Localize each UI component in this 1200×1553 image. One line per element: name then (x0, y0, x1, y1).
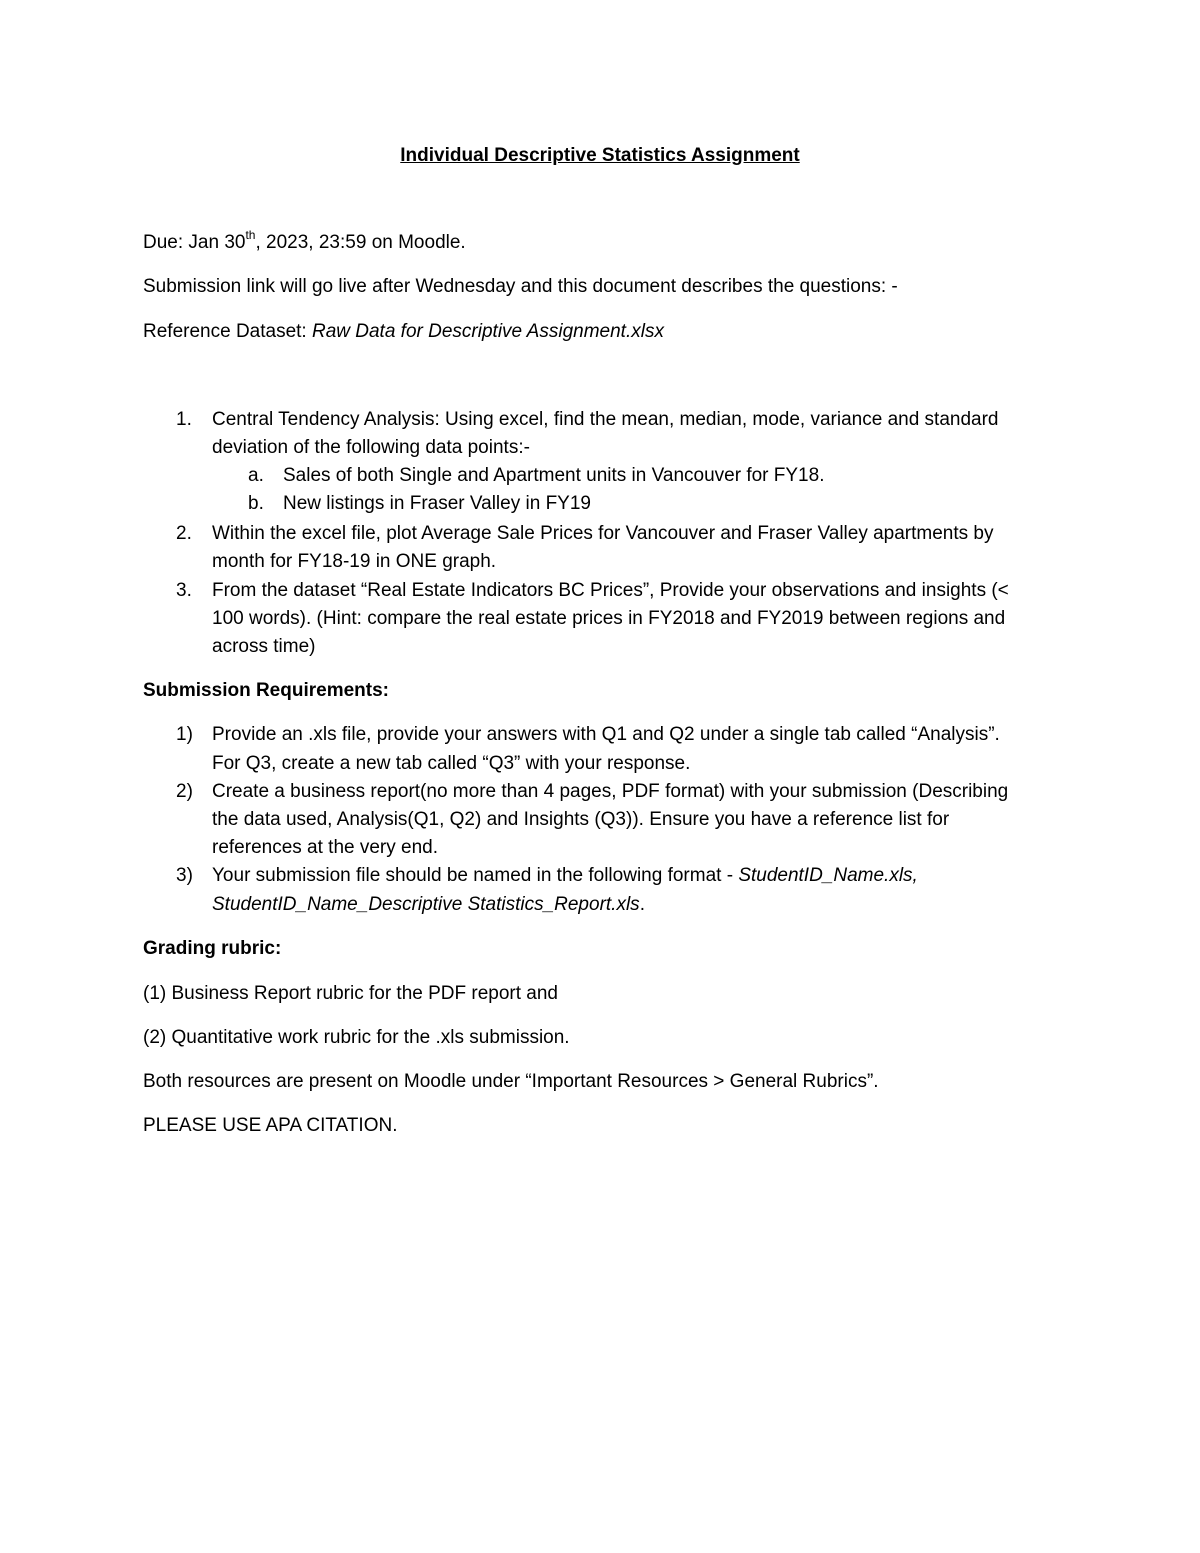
q2-line1: Within the excel file, plot Average Sale Prices for Vancouver and Fraser Valley apartments by (212, 523, 994, 544)
reference-dataset (143, 318, 664, 346)
grading-item-1: (1) Business Report rubric for the PDF report and (143, 983, 559, 1004)
due-suffix: , 2023, 23:59 on Moodle. (255, 232, 466, 253)
q1-line1: Central Tendency Analysis: Using excel, find the mean, median, mode, variance and standard (212, 409, 999, 430)
grading-heading: Grading rubric: (143, 938, 282, 959)
r3-line2 (212, 891, 645, 919)
q1-line2: deviation of the following data points:- (212, 437, 530, 458)
submission-note: Submission link will go live after Wednesday and this document describes the questions: - (143, 276, 898, 297)
r2-marker: 2) (176, 781, 193, 802)
submission-requirements-heading: Submission Requirements: (143, 680, 389, 701)
due-sup: th (245, 227, 256, 242)
r3-line1-plain: Your submission file should be named in the following format - (212, 865, 739, 886)
r3-line2-italic: StudentID_Name_Descriptive Statistics_Report.xls (212, 894, 640, 915)
document-title: Individual Descriptive Statistics Assignment (400, 145, 800, 166)
r1-marker: 1) (176, 724, 193, 745)
due-date (143, 229, 466, 257)
grading-resources: Both resources are present on Moodle under “Important Resources > General Rubrics”. (143, 1071, 879, 1092)
q3-line1: From the dataset “Real Estate Indicators BC Prices”, Provide your observations and insights (< (212, 580, 1009, 601)
r2-line3: references at the very end. (212, 837, 439, 858)
q2-line2: month for FY18-19 in ONE graph. (212, 551, 497, 572)
r2-line2: the data used, Analysis(Q1, Q2) and Insights (Q3)). Ensure you have a reference list for (212, 809, 950, 830)
due-prefix: Due: Jan 30 (143, 232, 246, 253)
apa-citation-note: PLEASE USE APA CITATION. (143, 1115, 398, 1136)
q3-marker: 3. (176, 580, 192, 601)
q2-marker: 2. (176, 523, 192, 544)
q1b-marker: b. (248, 493, 264, 514)
reference-label: Reference Dataset: (143, 321, 312, 342)
q1a-marker: a. (248, 465, 264, 486)
r3-line1-italic: StudentID_Name.xls, (738, 865, 918, 886)
q3-line2: 100 words). (Hint: compare the real estate prices in FY2018 and FY2019 between regions and (212, 608, 1006, 629)
q1-marker: 1. (176, 409, 192, 430)
r1-line1: Provide an .xls file, provide your answers with Q1 and Q2 under a single tab called “Analysis”. (212, 724, 1000, 745)
q1b-text: New listings in Fraser Valley in FY19 (283, 493, 591, 514)
q3-line3: across time) (212, 636, 316, 657)
r1-line2: For Q3, create a new tab called “Q3” with your response. (212, 753, 691, 774)
r3-marker: 3) (176, 865, 193, 886)
r3-line1 (212, 862, 918, 890)
r2-line1: Create a business report(no more than 4 pages, PDF format) with your submission (Describing (212, 781, 1009, 802)
grading-item-2: (2) Quantitative work rubric for the .xls submission. (143, 1027, 570, 1048)
q1a-text: Sales of both Single and Apartment units in Vancouver for FY18. (283, 465, 825, 486)
reference-value: Raw Data for Descriptive Assignment.xlsx (311, 321, 664, 342)
r3-line2-end: . (639, 894, 645, 915)
